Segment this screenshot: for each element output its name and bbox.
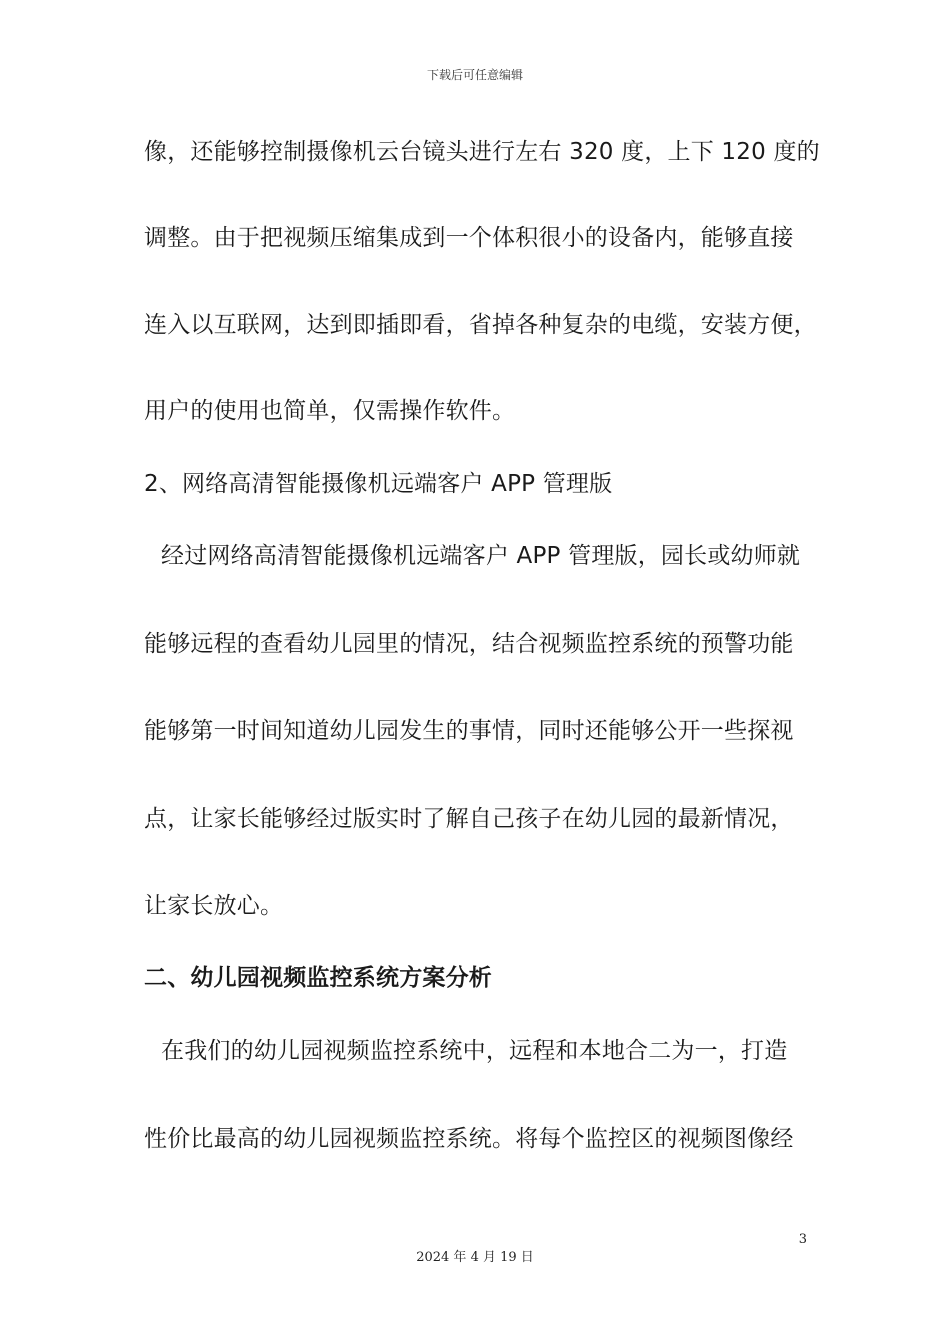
subheading: 2、网络高清智能摄像机远端客户 APP 管理版 [144,471,613,497]
body-line: 像，还能够控制摄像机云台镜头进行左右 320 度，上下 120 度的 [144,139,820,165]
body-line: 性价比最高的幼儿园视频监控系统。将每个监控区的视频图像经 [144,1126,794,1152]
body-line: 能够远程的查看幼儿园里的情况，结合视频监控系统的预警功能 [144,631,794,657]
body-line: 经过网络高清智能摄像机远端客户 APP 管理版，园长或幼师就 [146,543,801,569]
body-line: 连入以互联网，达到即插即看，省掉各种复杂的电缆，安装方便， [144,312,817,338]
page-number: 3 [798,1232,807,1247]
body-line: 点，让家长能够经过版实时了解自己孩子在幼儿园的最新情况， [144,806,794,832]
section-heading: 二、幼儿园视频监控系统方案分析 [144,965,492,991]
body-line: 能够第一时间知道幼儿园发生的事情，同时还能够公开一些探视 [144,718,794,744]
footer-date: 2024 年 4 月 19 日 [416,1250,534,1265]
body-line: 让家长放心。 [144,893,284,919]
body-line: 在我们的幼儿园视频监控系统中，远程和本地合二为一，打造 [146,1038,788,1064]
body-line: 调整。由于把视频压缩集成到一个体积很小的设备内，能够直接 [144,225,794,251]
page-header: 下载后可任意编辑 [426,68,523,82]
body-line: 用户的使用也简单，仅需操作软件。 [144,398,516,424]
